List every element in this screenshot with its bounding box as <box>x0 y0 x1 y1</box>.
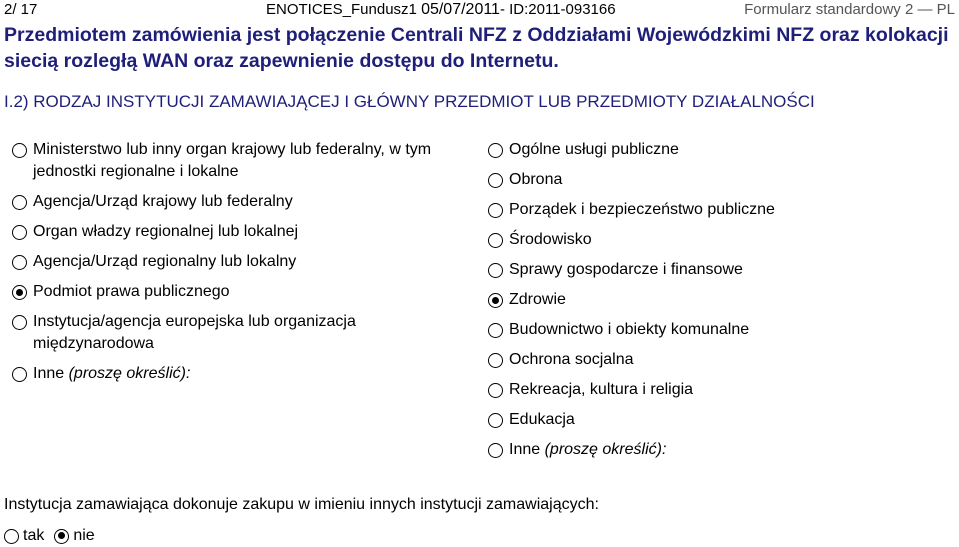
radio-icon[interactable] <box>12 367 27 382</box>
option-economic-affairs[interactable] <box>488 259 948 281</box>
option-label: Instytucja/agencja europejska lub organizacja międzynarodowa <box>33 313 356 352</box>
option-label: Rekreacja, kultura i religia <box>509 381 694 398</box>
option-national-agency[interactable] <box>12 191 462 213</box>
option-label: Organ władzy regionalnej lub lokalnej <box>33 223 299 240</box>
section-heading: I.2) RODZAJ INSTYTUCJI ZAMAWIAJĄCEJ I GŁÓWNY PRZEDMIOT LUB PRZEDMIOTY DZIAŁALNOŚCI <box>4 92 815 111</box>
page-header <box>4 0 955 22</box>
option-defence[interactable] <box>488 169 948 191</box>
form-name: Formularz standardowy 2 — PL <box>744 1 955 18</box>
document-prefix: ENOTICES_Fundusz1 <box>266 1 422 18</box>
institution-type-list <box>12 139 462 393</box>
option-label: Obrona <box>509 171 563 188</box>
radio-icon[interactable] <box>488 173 503 188</box>
option-label <box>33 363 190 385</box>
option-label: Środowisko <box>509 231 592 248</box>
option-other-activity[interactable] <box>488 439 948 461</box>
radio-icon[interactable] <box>488 413 503 428</box>
option-recreation[interactable] <box>488 379 948 401</box>
option-public-order[interactable] <box>488 199 948 221</box>
option-ministry[interactable] <box>12 139 462 183</box>
option-yes[interactable] <box>4 525 44 547</box>
option-label: Agencja/Urząd krajowy lub federalny <box>33 193 293 210</box>
document-id <box>266 0 616 20</box>
radio-icon[interactable] <box>12 195 27 210</box>
option-label-main: Inne <box>33 365 69 382</box>
option-no[interactable] <box>54 525 94 547</box>
option-regional-authority[interactable] <box>12 221 462 243</box>
radio-icon[interactable] <box>488 233 503 248</box>
joint-purchase-question: Instytucja zamawiająca dokonuje zakupu w imieniu innych instytucji zamawiających: <box>4 496 599 513</box>
option-label: Ochrona socjalna <box>509 351 634 368</box>
option-health[interactable] <box>488 289 948 311</box>
option-label: Ogólne usługi publiczne <box>509 141 679 158</box>
option-label: Ministerstwo lub inny organ krajowy lub federalny, w tym jednostki regionalne i lokalne <box>33 141 432 180</box>
option-label: Porządek i bezpieczeństwo publiczne <box>509 201 775 218</box>
radio-icon[interactable] <box>4 529 19 544</box>
activity-list <box>488 139 948 469</box>
joint-purchase-options <box>4 525 105 547</box>
radio-icon[interactable] <box>12 255 27 270</box>
option-public-law-body[interactable] <box>12 281 462 303</box>
option-housing[interactable] <box>488 319 948 341</box>
document-date: 05/07/2011 <box>421 1 500 18</box>
option-label <box>509 439 666 461</box>
option-no-label: nie <box>73 527 95 544</box>
radio-icon[interactable] <box>488 383 503 398</box>
contract-title: Przedmiotem zamówienia jest połączenie Centrali NFZ z Oddziałami Wojewódzkimi NFZ oraz kolokacji siecią rozległą WAN oraz zapewnienie dostępu do Internetu. <box>4 24 949 72</box>
radio-icon[interactable] <box>12 225 27 240</box>
option-social-protection[interactable] <box>488 349 948 371</box>
option-label: Agencja/Urząd regionalny lub lokalny <box>33 253 297 270</box>
page-number: 2/ 17 <box>4 1 38 18</box>
radio-checked-icon[interactable] <box>488 293 503 308</box>
radio-icon[interactable] <box>488 143 503 158</box>
option-label-hint: (proszę określić): <box>544 441 667 458</box>
option-label: Podmiot prawa publicznego <box>33 283 230 300</box>
radio-icon[interactable] <box>12 143 27 158</box>
option-label: Sprawy gospodarcze i finansowe <box>509 261 743 278</box>
radio-icon[interactable] <box>488 353 503 368</box>
option-other-institution[interactable] <box>12 363 462 385</box>
radio-icon[interactable] <box>488 443 503 458</box>
option-label-hint: (proszę określić): <box>68 365 191 382</box>
option-european-institution[interactable] <box>12 311 462 355</box>
radio-checked-icon[interactable] <box>54 529 69 544</box>
radio-icon[interactable] <box>12 315 27 330</box>
option-general-public-services[interactable] <box>488 139 948 161</box>
radio-icon[interactable] <box>488 263 503 278</box>
option-label: Edukacja <box>509 411 575 428</box>
document-suffix: - ID:2011-093166 <box>499 1 616 18</box>
radio-checked-icon[interactable] <box>12 285 27 300</box>
option-label: Budownictwo i obiekty komunalne <box>509 321 750 338</box>
radio-icon[interactable] <box>488 203 503 218</box>
option-yes-label: tak <box>23 527 45 544</box>
option-environment[interactable] <box>488 229 948 251</box>
option-regional-agency[interactable] <box>12 251 462 273</box>
radio-icon[interactable] <box>488 323 503 338</box>
option-label: Zdrowie <box>509 291 566 308</box>
option-education[interactable] <box>488 409 948 431</box>
option-label-main: Inne <box>509 441 545 458</box>
